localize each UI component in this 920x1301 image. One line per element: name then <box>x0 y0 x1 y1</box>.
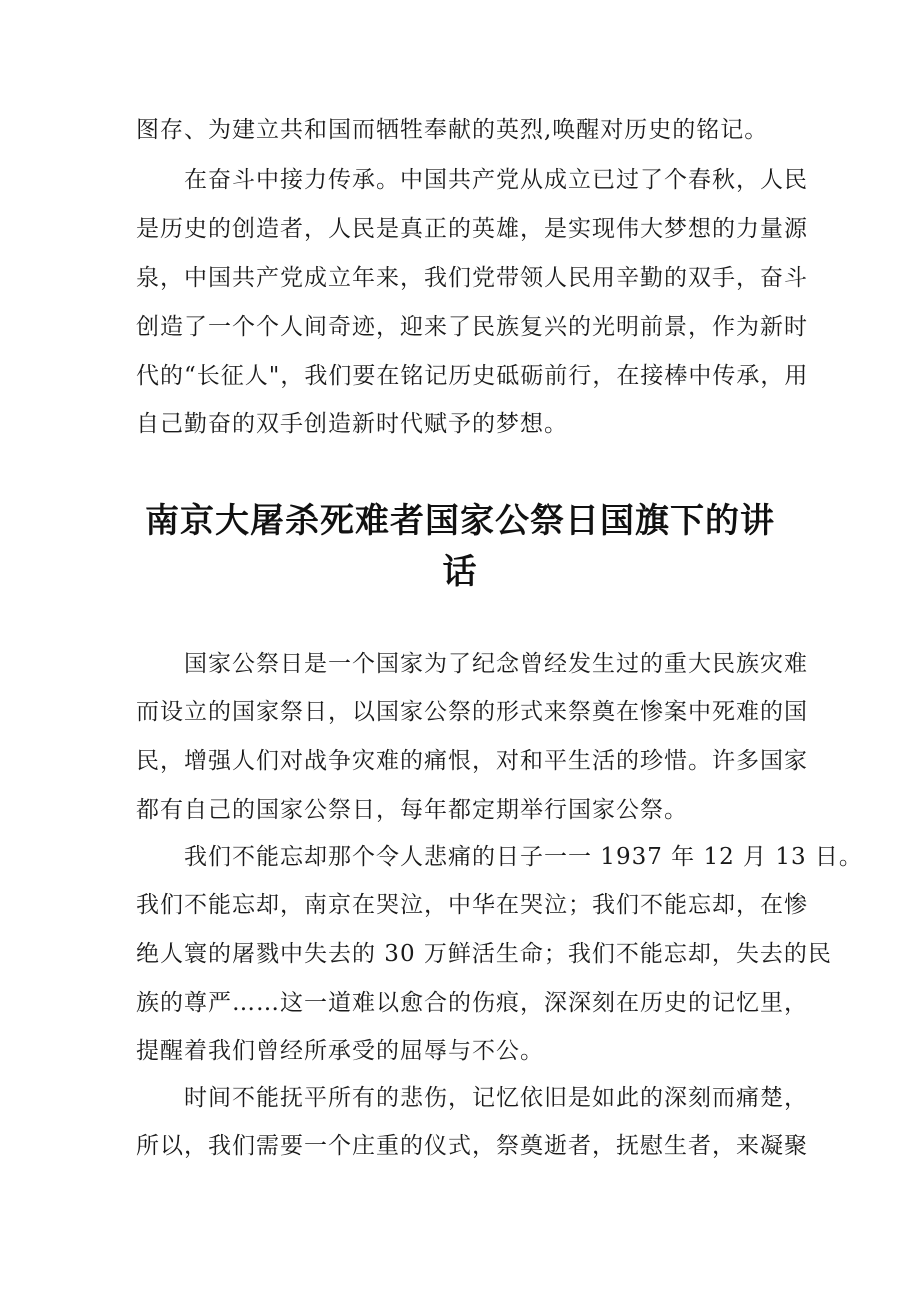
body-text-line: 民，增强人们对战争灾难的痛恨，对和平生活的珍惜。许多国家 <box>136 748 808 774</box>
body-text-line: 泉，中国共产党成立年来，我们党带领人民用辛勤的双手，奋斗 <box>136 265 808 291</box>
section-title-line: 话 <box>442 552 478 592</box>
body-text-line: 绝人寰的屠戮中失去的 30 万鲜活生命；我们不能忘却，失去的民 <box>136 941 832 967</box>
body-text-line: 我们不能忘却，南京在哭泣，中华在哭泣；我们不能忘却，在惨 <box>136 892 808 918</box>
body-text-line: 创造了一个个人间奇迹，迎来了民族复兴的光明前景，作为新时 <box>136 314 808 340</box>
body-text-line: 自己勤奋的双手创造新时代赋予的梦想。 <box>136 411 568 437</box>
body-text-line: 都有自己的国家公祭日，每年都定期举行国家公祭。 <box>136 797 688 823</box>
paragraph-first-line: 国家公祭日是一个国家为了纪念曾经发生过的重大民族灾难 <box>184 651 808 677</box>
body-text-line: 族的尊严……这一道难以愈合的伤痕，深深刻在历史的记忆里， <box>136 990 808 1016</box>
body-text-line: 提醒着我们曾经所承受的屈辱与不公。 <box>136 1038 544 1064</box>
paragraph-first-line: 时间不能抚平所有的悲伤，记忆依旧是如此的深刻而痛楚， <box>184 1085 808 1111</box>
paragraph-first-line: 我们不能忘却那个令人悲痛的日子一一 1937 年 12 月 13 日。 <box>184 844 863 870</box>
body-text-line: 代的“长征人"，我们要在铭记历史砥砺前行，在接棒中传承，用 <box>136 363 809 389</box>
body-text-line: 而设立的国家祭日，以国家公祭的形式来祭奠在惨案中死难的国 <box>136 699 808 725</box>
section-title-line: 南京大屠杀死难者国家公祭日国旗下的讲 <box>145 501 775 541</box>
body-text-line: 所以，我们需要一个庄重的仪式，祭奠逝者，抚慰生者，来凝聚 <box>136 1133 808 1159</box>
body-text-line: 图存、为建立共和国而牺牲奉献的英烈,唤醒对历史的铭记。 <box>136 117 769 143</box>
paragraph-first-line: 在奋斗中接力传承。中国共产党从成立已过了个春秋，人民 <box>184 167 808 193</box>
body-text-line: 是历史的创造者，人民是真正的英雄，是实现伟大梦想的力量源 <box>136 216 808 242</box>
